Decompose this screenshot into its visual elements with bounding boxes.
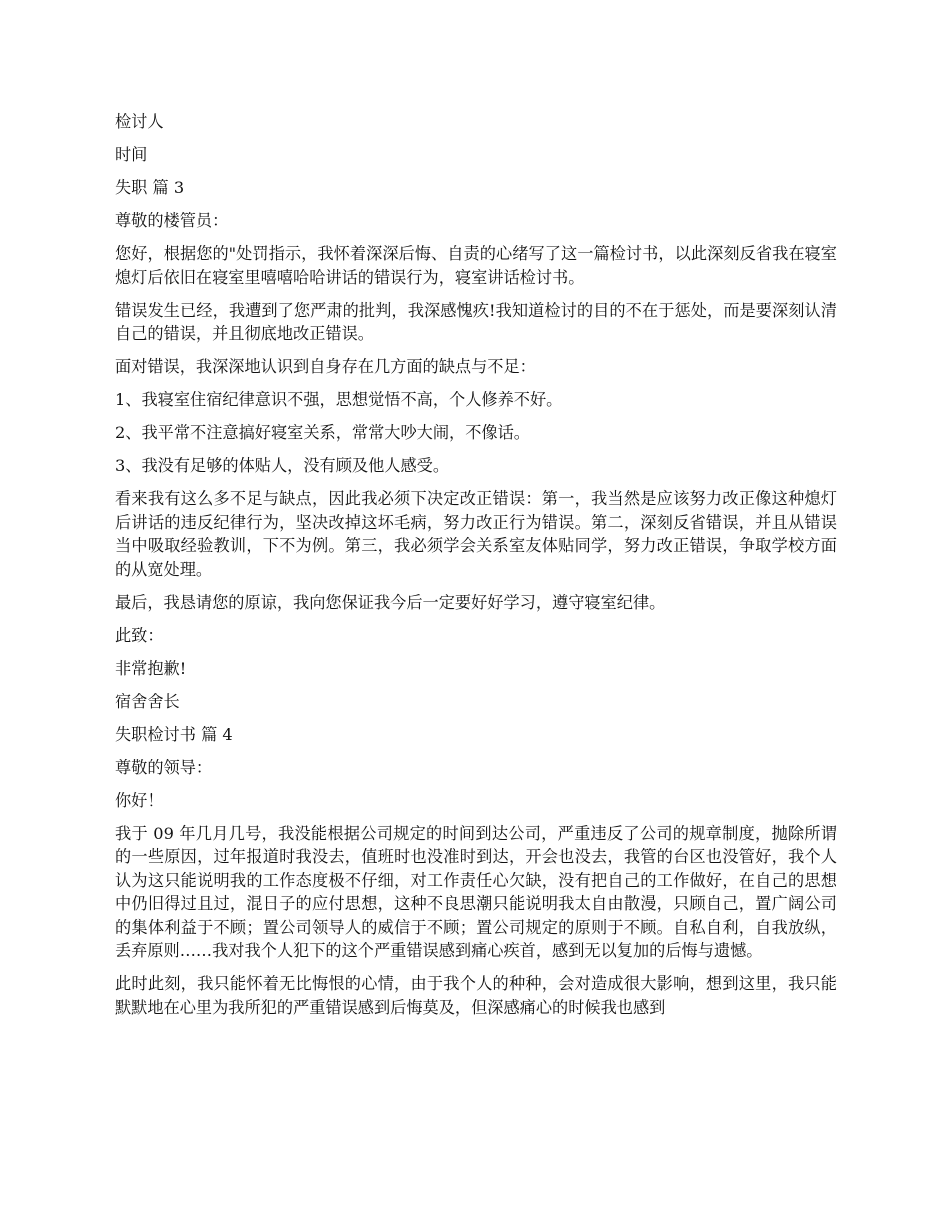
body-paragraph: 错误发生已经，我遭到了您严肃的批判，我深感愧疚!我知道检讨的目的不在于惩处，而是要深刻认清自己的错误，并且彻底地改正错误。 — [115, 300, 837, 343]
body-paragraph: 看来我有这么多不足与缺点，因此我必须下决定改正错误：第一，我当然是应该努力改正像这种熄灯后讲话的违反纪律行为，坚决改掉这坏毛病，努力改正行为错误。第二，深刻反省错误，并且从错误当中吸取经验教训，下不为例。第三，我必须学会关系室友体贴同学，努力改正错误，争取学校方面的从宽处理。 — [115, 489, 837, 579]
salutation: 尊敬的楼管员： — [115, 211, 229, 230]
body-paragraph: 此时此刻，我只能怀着无比悔恨的心情，由于我个人的种种，会对造成很大影响，想到这里，我只能默默地在心里为我所犯的严重错误感到后悔莫及，但深感痛心的时候我也感到 — [115, 974, 837, 1017]
body-paragraph: 我于 09 年几月几号，我没能根据公司规定的时间到达公司，严重违反了公司的规章制度，抛除所谓的一些原因，过年报道时我没去，值班时也没准时到达，开会也没去，我管的台区也没管好，我个人认为这只能说明我的工作态度极不仔细，对工作责任心欠缺，没有把自己的工作做好，在自己的思想中仍旧得过且过，混日子的应付思想，这种不良思潮只能说明我太自由散漫，只顾自己，置广阔公司的集体利益于不顾；置公司领导人的威信于不顾；置公司规定的原则于不顾。自私自利，自我放纵，丢弃原则……我对我个人犯下的这个严重错误感到痛心疾首，感到无以复加的后悔与遗憾。 — [115, 823, 837, 960]
greeting: 你好！ — [115, 790, 164, 810]
body-paragraph: 您好，根据您的"处罚指示，我怀着深深后悔、自责的心绪写了这一篇检讨书，以此深刻反省我在寝室熄灯后依旧在寝室里嘻嘻哈哈讲话的错误行为，寝室讲话检讨书。 — [115, 244, 837, 287]
signature-line: 宿舍舍长 — [115, 691, 180, 711]
body-paragraph: 最后，我恳请您的原谅，我向您保证我今后一定要好好学习，遵守寝室纪律。 — [115, 592, 666, 612]
closing-line: 非常抱歉! — [115, 658, 187, 678]
list-item: 2、我平常不注意搞好寝室关系，常常大吵大闹，不像话。 — [115, 423, 530, 442]
salutation: 尊敬的领导： — [115, 757, 213, 777]
signer-line: 检讨人 — [115, 112, 164, 131]
date-line: 时间 — [115, 145, 148, 164]
body-paragraph: 面对错误，我深深地认识到自身存在几方面的缺点与不足： — [115, 357, 536, 376]
list-item: 3、我没有足够的体贴人，没有顾及他人感受。 — [115, 456, 450, 475]
document-page — [115, 110, 837, 1029]
section-heading: 失职检讨书 篇 4 — [115, 724, 233, 744]
section-heading: 失职 篇 3 — [115, 178, 185, 197]
closing-line: 此致： — [115, 625, 164, 645]
list-item: 1、我寝室住宿纪律意识不强，思想觉悟不高，个人修养不好。 — [115, 390, 563, 409]
